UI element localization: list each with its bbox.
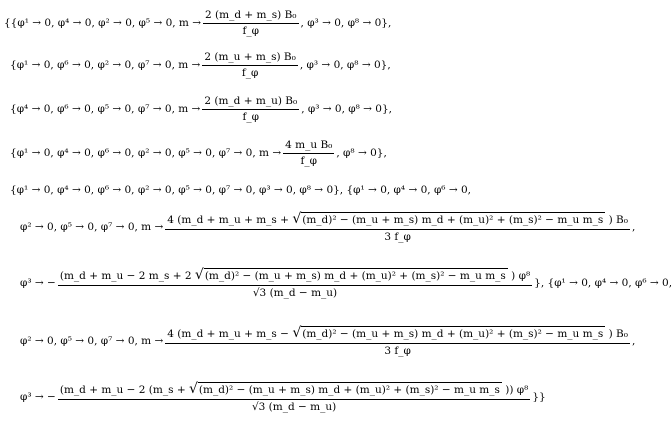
mass-fraction bbox=[165, 212, 630, 243]
rule-line-5 bbox=[10, 185, 471, 196]
numerator-end: ) B₀ bbox=[608, 214, 628, 226]
fraction-denominator: 3 f_φ bbox=[384, 344, 411, 357]
rule-line-7 bbox=[20, 268, 672, 299]
rule-pre: φ² → 0, φ⁵ → 0, φ⁷ → 0, m → bbox=[20, 335, 164, 348]
radical-sign: √ bbox=[292, 325, 302, 341]
rule-open: { bbox=[10, 59, 17, 72]
fraction-numerator: 2 (m_d + m_u) B₀ bbox=[202, 96, 299, 110]
mass-fraction bbox=[202, 52, 298, 79]
mass-fraction bbox=[283, 140, 334, 167]
rule-line-3 bbox=[10, 96, 392, 123]
rule-pre: φ³ → − bbox=[20, 391, 56, 404]
fraction-denominator: 3 f_φ bbox=[384, 230, 411, 243]
fraction-numerator: 2 (m_d + m_s) B₀ bbox=[203, 10, 298, 24]
rule-post: , φ³ → 0, φ⁸ → 0}, bbox=[299, 59, 391, 72]
radicand: (m_d)² − (m_u + m_s) m_d + (m_u)² + (m_s)² − m_u m_s bbox=[198, 384, 500, 396]
rule-line-2 bbox=[10, 52, 391, 79]
rule-line-8 bbox=[20, 326, 635, 357]
radical-sign: √ bbox=[292, 211, 302, 227]
rule-post: , bbox=[631, 335, 636, 348]
radical-sign: √ bbox=[188, 381, 198, 397]
fraction-numerator bbox=[165, 326, 630, 344]
radical-sign: √ bbox=[194, 267, 204, 283]
rule-pre: φ² → 0, φ⁵ → 0, φ⁷ → 0, m → bbox=[20, 221, 164, 234]
rule-line-1 bbox=[4, 10, 391, 37]
fraction-denominator: f_φ bbox=[300, 155, 317, 168]
rule-text: {φ¹ → 0, φ⁴ → 0, φ⁶ → 0, φ² → 0, φ⁵ → 0, φ⁷ → 0, φ³ → 0, φ⁸ → 0}, {φ¹ → 0, φ⁴ → 0, φ⁶ → 0, bbox=[10, 184, 471, 196]
rule-line-6 bbox=[20, 212, 635, 243]
rule-post: , bbox=[631, 221, 636, 234]
radicand: (m_d)² − (m_u + m_s) m_d + (m_u)² + (m_s)² − m_u m_s bbox=[302, 214, 604, 226]
mass-fraction bbox=[202, 96, 299, 123]
fraction-numerator bbox=[58, 268, 532, 286]
mass-fraction bbox=[165, 326, 630, 357]
mass-fraction bbox=[58, 382, 531, 413]
numerator-start: (m_d + m_u − 2 m_s + 2 bbox=[59, 270, 192, 282]
fraction-denominator: √3 (m_d − m_u) bbox=[252, 286, 338, 299]
numerator-start: (m_d + m_u − 2 (m_s + bbox=[59, 384, 186, 396]
radicand: (m_d)² − (m_u + m_s) m_d + (m_u)² + (m_s)² − m_u m_s bbox=[302, 328, 604, 340]
mass-fraction bbox=[203, 10, 298, 37]
fraction-numerator bbox=[165, 212, 630, 230]
numerator-start: 4 (m_d + m_u + m_s + bbox=[167, 214, 289, 226]
fraction-denominator: f_φ bbox=[242, 111, 260, 124]
rule-pre: φ¹ → 0, φ⁴ → 0, φ² → 0, φ⁵ → 0, m → bbox=[17, 17, 202, 30]
rule-open: { bbox=[10, 103, 17, 116]
rule-post: }} bbox=[532, 391, 546, 404]
numerator-end: ) B₀ bbox=[608, 328, 628, 340]
rule-line-9 bbox=[20, 382, 546, 413]
rule-post: , φ³ → 0, φ⁸ → 0}, bbox=[301, 103, 393, 116]
fraction-denominator: √3 (m_d − m_u) bbox=[251, 400, 337, 413]
radicand: (m_d)² − (m_u + m_s) m_d + (m_u)² + (m_s)² − m_u m_s bbox=[204, 270, 506, 282]
rule-line-4 bbox=[10, 140, 387, 167]
rule-post: }, {φ¹ → 0, φ⁴ → 0, φ⁶ → 0, bbox=[534, 277, 672, 290]
rule-post: , φ³ → 0, φ⁸ → 0}, bbox=[300, 17, 392, 30]
rule-open: {{ bbox=[4, 17, 18, 30]
fraction-numerator: 2 (m_u + m_s) B₀ bbox=[202, 52, 298, 66]
numerator-start: 4 (m_d + m_u + m_s − bbox=[167, 328, 289, 340]
rule-post: , φ⁸ → 0}, bbox=[336, 147, 387, 160]
numerator-end: )) φ⁸ bbox=[505, 384, 529, 396]
fraction-numerator bbox=[58, 382, 531, 400]
fraction-denominator: f_φ bbox=[241, 67, 259, 80]
rule-pre: φ⁴ → 0, φ⁶ → 0, φ⁵ → 0, φ⁷ → 0, m → bbox=[16, 103, 201, 116]
rule-pre: φ³ → − bbox=[20, 277, 56, 290]
rule-pre: φ¹ → 0, φ⁶ → 0, φ² → 0, φ⁷ → 0, m → bbox=[16, 59, 201, 72]
rule-pre: φ¹ → 0, φ⁴ → 0, φ⁶ → 0, φ² → 0, φ⁵ → 0, φ⁷ → 0, m → bbox=[16, 147, 282, 160]
fraction-denominator: f_φ bbox=[242, 25, 260, 38]
rule-open: { bbox=[10, 147, 17, 160]
mass-fraction bbox=[58, 268, 532, 299]
fraction-numerator: 4 m_u B₀ bbox=[283, 140, 334, 154]
numerator-end: ) φ⁸ bbox=[511, 270, 531, 282]
